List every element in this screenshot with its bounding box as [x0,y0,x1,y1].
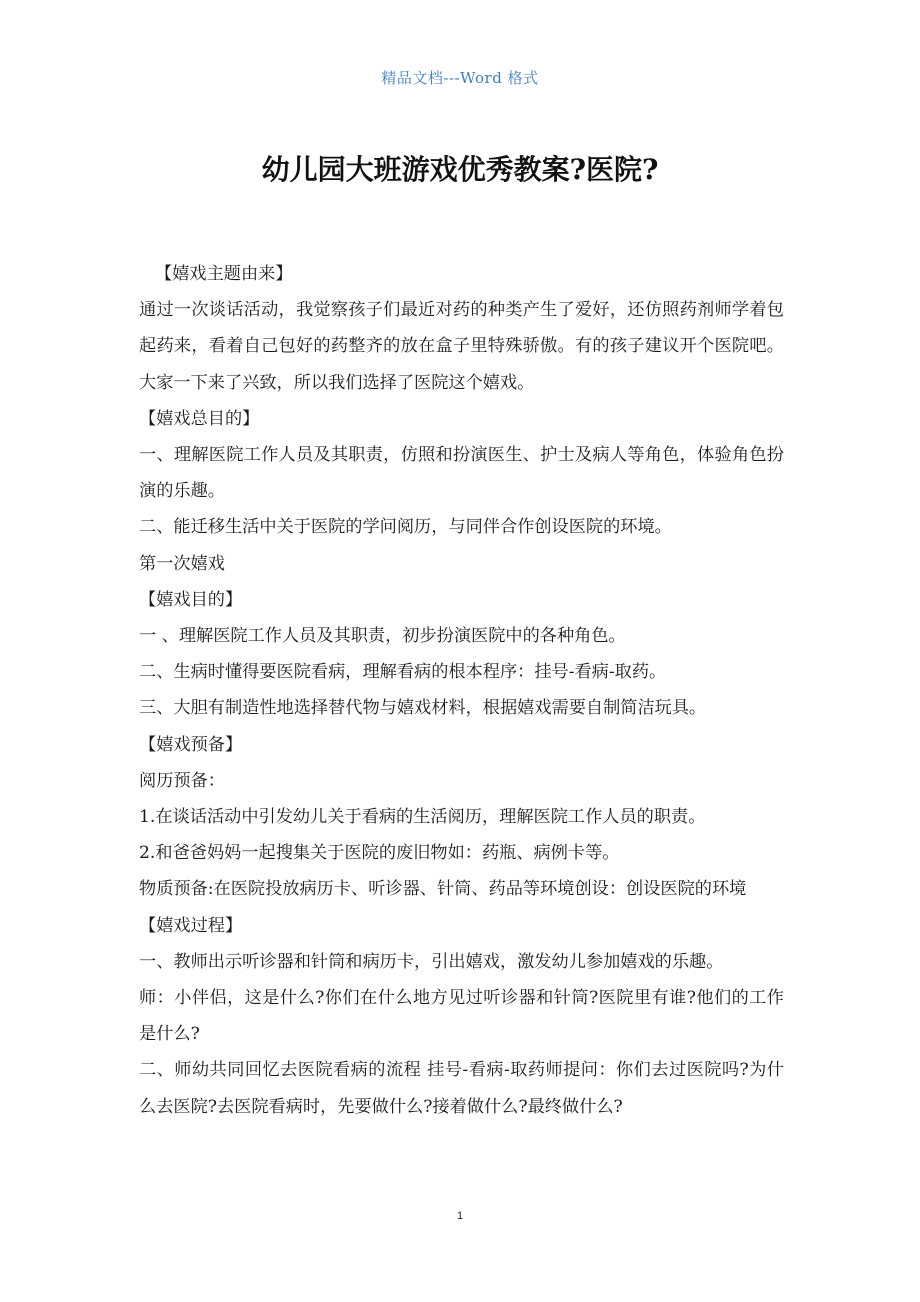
section-heading-overall-goal: 【嬉戏总目的】 [139,408,260,429]
document-body [139,256,784,1125]
section-heading-origin: 【嬉戏主题由来】 [155,264,293,284]
paragraph-origin-text: 通过一次谈话活动，我觉察孩子们最近对药的种类产生了爱好，还仿照药剂师学着包起药来，看着自己包好的药整齐的放在盒子里特殊骄傲。有的孩子建议开个医院吧。大家一下来了兴致，所以我们选择了医院这个嬉戏。 [139,300,784,393]
paragraph-teacher-question: 师：小伴侣，这是什么?你们在什么地方见过听诊器和针筒?医院里有谁?他们的工作是什么? [139,988,784,1045]
paragraph-material-prep: 物质预备:在医院投放病历卡、听诊器、针筒、药品等环境创设：创设医院的环境 [139,879,747,900]
paragraph-game-goal-3: 三、大胆有制造性地选择替代物与嬉戏材料，根据嬉戏需要自制简洁玩具。 [139,698,707,719]
page-number: 1 [456,1210,464,1222]
paragraph-game-goal-1: 一 、理解医院工作人员及其职责，初步扮演医院中的各种角色。 [139,626,626,647]
paragraph-goal-1: 一、理解医院工作人员及其职责，仿照和扮演医生、护士及病人等角色，体验角色扮演的乐趣。 [139,445,784,502]
section-heading-process: 【嬉戏过程】 [139,915,243,936]
paragraph-goal-2: 二、能迁移生活中关于医院的学问阅历，与同伴合作创设医院的环境。 [139,517,672,538]
paragraph-experience-prep: 阅历预备： [139,770,225,791]
section-heading-first-game: 第一次嬉戏 [139,553,225,574]
paragraph-game-goal-2: 二、生病时懂得要医院看病，理解看病的根本程序：挂号-看病-取药。 [139,662,667,683]
paragraph-process-2: 二、师幼共同回忆去医院看病的流程 挂号-看病-取药师提问：你们去过医院吗?为什么去医院?去医院看病时，先要做什么?接着做什么?最终做什么? [139,1060,784,1117]
paragraph-process-1: 一、教师出示听诊器和针筒和病历卡，引出嬉戏，激发幼儿参加嬉戏的乐趣。 [139,951,724,972]
paragraph-prep-2: 2.和爸爸妈妈一起搜集关于医院的废旧物如：药瓶、病例卡等。 [139,843,620,864]
section-heading-game-goal: 【嬉戏目的】 [139,589,243,610]
document-header: 精品文档---Word 格式 [381,69,539,87]
document-title: 幼儿园大班游戏优秀教案?医院? [261,153,659,186]
section-heading-preparation: 【嬉戏预备】 [139,734,243,755]
paragraph-prep-1: 1.在谈话活动中引发幼儿关于看病的生活阅历，理解医院工作人员的职责。 [139,807,706,828]
